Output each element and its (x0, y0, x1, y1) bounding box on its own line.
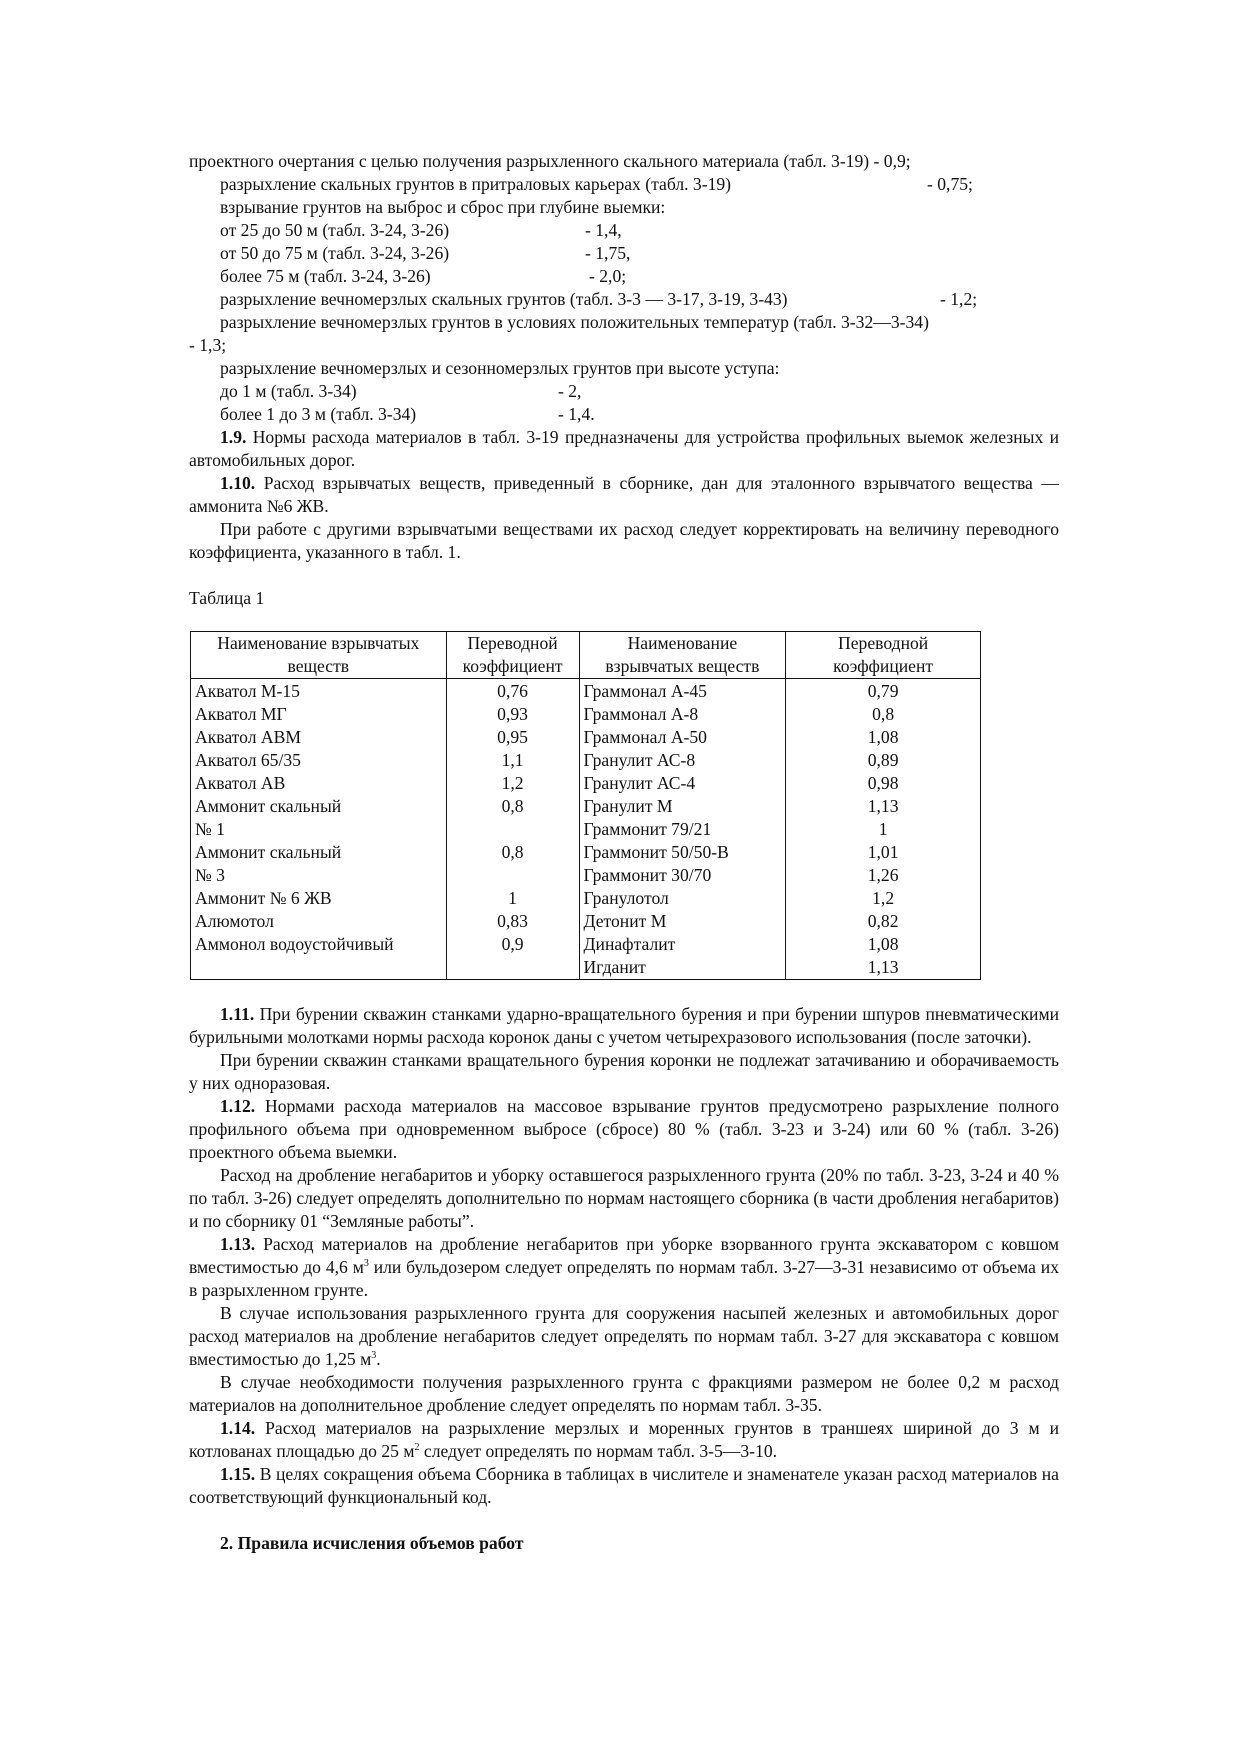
explosive-name-cell: Граммонал А-50 (579, 726, 786, 749)
explosive-name-cell: Гранулит АС-8 (579, 749, 786, 772)
conversion-table (190, 631, 981, 980)
clause-number: 1.10. (220, 473, 256, 493)
coefficient-cell: 1,2 (446, 772, 579, 795)
explosive-name-cell: Игданит (579, 956, 786, 980)
coefficient-cell: 1,08 (786, 726, 981, 749)
coefficient-cell: 1,01 (786, 841, 981, 864)
explosive-name-cell: Аммонол водоустойчивый (191, 933, 447, 956)
coefficient-cell (446, 818, 579, 841)
explosive-name-cell: Аммонит № 6 ЖВ (191, 887, 447, 910)
superscript: 2 (414, 1442, 420, 1453)
coefficient-value: - 0,75; (927, 174, 973, 194)
coefficient-cell: 1,08 (786, 933, 981, 956)
coefficient-cell: 1,13 (786, 956, 981, 980)
paragraph: Расход на дробление негабаритов и уборку оставшегося разрыхленного грунта (20% по табл. 3-23, 3-24 и 40 % по табл. 3-26) следует определять дополнительно по нормам настоящего сборника (в части дробления негабаритов) и по сборнику 01 “Земляные работы”. (189, 1165, 1059, 1231)
column-header: Наименование взрывчатых веществ (579, 632, 786, 679)
table-caption: Таблица 1 (189, 588, 265, 608)
coefficient-cell: 0,82 (786, 910, 981, 933)
clause-number: 1.13. (220, 1234, 256, 1254)
table-row (191, 749, 981, 772)
superscript: 3 (363, 1258, 369, 1269)
coefficient-cell: 0,9 (446, 933, 579, 956)
table-header-row (191, 632, 981, 679)
paragraph: 1.9. Нормы расхода материалов в табл. 3-19 предназначены для устройства профильных выемок железных и автомобильных дорог. (189, 427, 1059, 470)
explosive-name-cell: Гранулотол (579, 887, 786, 910)
coefficient-value: - 1,2; (940, 289, 978, 309)
table-row (191, 887, 981, 910)
paragraph: При бурении скважин станками вращательного бурения коронки не подлежат затачиванию и оборачиваемость у них одноразовая. (189, 1050, 1059, 1093)
table-row (191, 703, 981, 726)
document-page (189, 150, 1059, 1555)
coefficient-cell: 0,93 (446, 703, 579, 726)
column-header: Переводной коэффициент (786, 632, 981, 679)
text-line: взрывание грунтов на выброс и сброс при глубине выемки: (220, 197, 666, 217)
clause-number: 1.12. (220, 1096, 256, 1116)
text-line: разрыхление вечномерзлых грунтов в условиях положительных температур (табл. 3-32—3-34) (220, 312, 929, 332)
coefficient-cell: 0,83 (446, 910, 579, 933)
text-line: от 25 до 50 м (табл. 3-24, 3-26) - 1,4, (220, 220, 622, 240)
paragraph: В случае использования разрыхленного грунта для сооружения насыпей железных и автомобильных дорог расход материалов на дробление негабаритов следует определять по нормам табл. 3-27 для экскаватора с ковшом вместимостью до 1,25 $м^3$. (189, 1303, 1059, 1369)
text-line: от 50 до 75 м (табл. 3-24, 3-26) - 1,75, (220, 243, 631, 263)
coefficient-cell: 0,8 (786, 703, 981, 726)
paragraph: В случае необходимости получения разрыхленного грунта с фракциями размером не более 0,2 м расход материалов на дополнительное дробление следует определять по нормам табл. 3-35. (189, 1372, 1059, 1415)
explosive-name-cell: Акватол МГ (191, 703, 447, 726)
superscript: 3 (371, 1350, 377, 1361)
text-line: разрыхление вечномерзлых и сезонномерзлых грунтов при высоте уступа: (220, 358, 780, 378)
coefficient-value: - 1,75, (585, 243, 631, 263)
explosive-name-cell: Акватол М-15 (191, 679, 447, 704)
coefficient-cell: 1,2 (786, 887, 981, 910)
coefficient-value: - 2, (558, 381, 582, 401)
explosive-name-cell: Гранулит М (579, 795, 786, 818)
coefficient-cell: 0,89 (786, 749, 981, 772)
column-header: Наименование взрывчатых веществ (191, 632, 447, 679)
coefficient-cell: 1 (786, 818, 981, 841)
coefficient-cell: 0,95 (446, 726, 579, 749)
table-row (191, 910, 981, 933)
explosive-name-cell: Граммонал А-45 (579, 679, 786, 704)
coefficient-value: - 1,4, (585, 220, 622, 240)
explosive-name-cell (191, 956, 447, 980)
text-line: более 75 м (табл. 3-24, 3-26) - 2,0; (220, 266, 627, 286)
explosive-name-cell: Динафталит (579, 933, 786, 956)
explosive-name-cell: Акватол 65/35 (191, 749, 447, 772)
explosive-name-cell: Алюмотол (191, 910, 447, 933)
text-line: разрыхление вечномерзлых скальных грунтов (табл. 3-3 — 3-17, 3-19, 3-43) - 1,2; (220, 289, 978, 309)
explosive-name-cell: Аммонит скальный (191, 795, 447, 818)
table-row (191, 772, 981, 795)
coefficient-value: - 2,0; (589, 266, 627, 286)
paragraph: 1.12. Нормами расхода материалов на массовое взрывание грунтов предусмотрено разрыхление полного профильного объема при одновременном выбросе (сбросе) 80 % (табл. 3-23 и 3-24) или 60 % (табл. 3-26) проектного объема выемки. (189, 1096, 1059, 1162)
clause-number: 1.15. (220, 1464, 256, 1484)
coefficient-cell: 1,1 (446, 749, 579, 772)
explosive-name-cell: Детонит М (579, 910, 786, 933)
coefficient-cell: 0,8 (446, 795, 579, 818)
explosive-name-cell: Граммонит 30/70 (579, 864, 786, 887)
text-line: проектного очертания с целью получения разрыхленного скального материала (табл. 3-19) - 0,9; (189, 151, 911, 171)
paragraph: 1.13. Расход материалов на дробление негабаритов при уборке взорванного грунта экскаватором с ковшом вместимостью до 4,6 $м^3$ или бульдозером следует определять по нормам табл. 3-27—3-31 независимо от объема их в разрыхленном грунте. (189, 1234, 1060, 1300)
coefficient-cell (446, 864, 579, 887)
explosive-name-cell: Граммонит 50/50-В (579, 841, 786, 864)
paragraph: 1.15. В целях сокращения объема Сборника в таблицах в числителе и знаменателе указан расход материалов на соответствующий функциональный код. (189, 1464, 1059, 1507)
coefficient-value: - 1,4. (558, 404, 595, 424)
paragraph: 1.11. При бурении скважин станками ударно-вращательного бурения и при бурении шпуров пневматическими бурильными молотками нормы расхода коронок даны с учетом четырехразового использования (после заточки). (189, 1004, 1059, 1047)
coefficient-cell: 0,8 (446, 841, 579, 864)
clause-number: 1.9. (220, 427, 247, 447)
table-row (191, 956, 981, 980)
table-row (191, 841, 981, 864)
explosive-name-cell: № 3 (191, 864, 447, 887)
text-line: - 1,3; (189, 335, 227, 355)
explosive-name-cell: Гранулит АС-4 (579, 772, 786, 795)
coefficient-cell: 0,79 (786, 679, 981, 704)
clause-number: 1.11. (220, 1004, 255, 1024)
paragraph: 1.14. Расход материалов на разрыхление мерзлых и моренных грунтов в траншеях шириной до 3 м и котлованах площадью до 25 $м^2$ следует определять по нормам табл. 3-5—3-10. (189, 1418, 1059, 1461)
table-row (191, 933, 981, 956)
coefficient-cell: 1,13 (786, 795, 981, 818)
explosive-name-cell: Аммонит скальный (191, 841, 447, 864)
table-row (191, 679, 981, 704)
coefficient-cell: 1 (446, 887, 579, 910)
explosive-name-cell: Граммонит 79/21 (579, 818, 786, 841)
coefficient-cell: 0,76 (446, 679, 579, 704)
explosive-name-cell: Акватол АВ (191, 772, 447, 795)
text-line: до 1 м (табл. 3-34) - 2, (220, 381, 582, 401)
coefficient-cell: 1,26 (786, 864, 981, 887)
paragraph: 1.10. Расход взрывчатых веществ, приведенный в сборнике, дан для эталонного взрывчатого вещества — аммонита №6 ЖВ. (189, 473, 1059, 516)
section-heading: 2. Правила исчисления объемов работ (220, 1533, 524, 1553)
table-row (191, 795, 981, 818)
spacer (189, 980, 1059, 1003)
explosive-name-cell: Акватол АВМ (191, 726, 447, 749)
column-header: Переводной коэффициент (446, 632, 579, 679)
table-row (191, 726, 981, 749)
text-line: разрыхление скальных грунтов в притраловых карьерах (табл. 3-19) - 0,75; (220, 174, 973, 194)
explosive-name-cell: № 1 (191, 818, 447, 841)
explosive-name-cell: Граммонал А-8 (579, 703, 786, 726)
table-row (191, 864, 981, 887)
table-row (191, 818, 981, 841)
paragraph: При работе с другими взрывчатыми веществами их расход следует корректировать на величину переводного коэффициента, указанного в табл. 1. (189, 519, 1059, 562)
coefficient-cell: 0,98 (786, 772, 981, 795)
coefficient-cell (446, 956, 579, 980)
clause-number: 1.14. (220, 1418, 256, 1438)
text-line: более 1 до 3 м (табл. 3-34) - 1,4. (220, 404, 595, 424)
